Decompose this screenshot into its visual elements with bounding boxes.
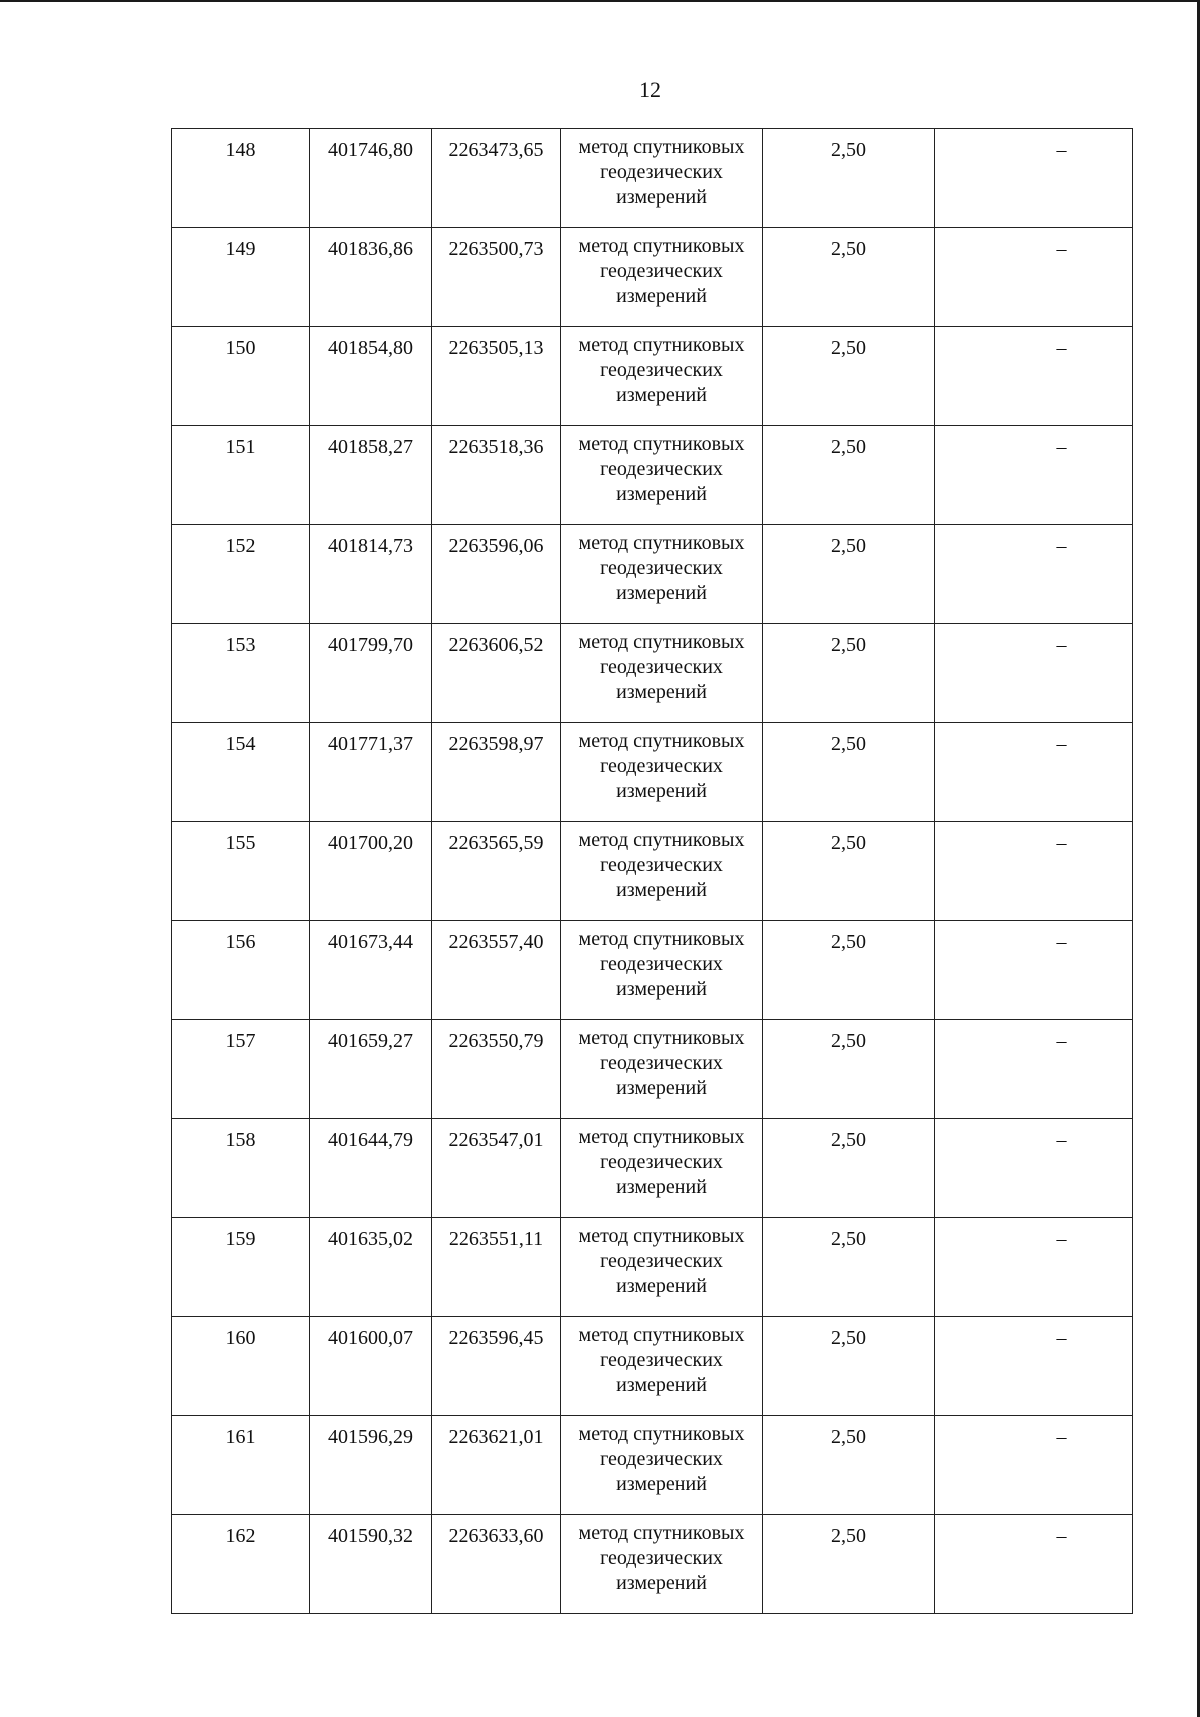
cell-method: метод спутниковых геодезических измерений xyxy=(561,1119,763,1218)
cell-accuracy: 2,50 xyxy=(763,228,935,327)
cell-method: метод спутниковых геодезических измерений xyxy=(561,624,763,723)
cell-point-number: 158 xyxy=(172,1119,310,1218)
table-row xyxy=(172,1020,1133,1119)
cell-x-coordinate: 401659,27 xyxy=(310,1020,432,1119)
cell-accuracy: 2,50 xyxy=(763,624,935,723)
cell-method: метод спутниковых геодезических измерений xyxy=(561,1416,763,1515)
table-row xyxy=(172,1317,1133,1416)
cell-x-coordinate: 401799,70 xyxy=(310,624,432,723)
cell-dash: – xyxy=(935,327,1133,426)
cell-accuracy: 2,50 xyxy=(763,1317,935,1416)
cell-x-coordinate: 401814,73 xyxy=(310,525,432,624)
cell-dash: – xyxy=(935,228,1133,327)
cell-y-coordinate: 2263565,59 xyxy=(432,822,561,921)
cell-point-number: 150 xyxy=(172,327,310,426)
cell-dash: – xyxy=(935,1416,1133,1515)
cell-dash: – xyxy=(935,624,1133,723)
cell-point-number: 154 xyxy=(172,723,310,822)
cell-y-coordinate: 2263606,52 xyxy=(432,624,561,723)
cell-y-coordinate: 2263621,01 xyxy=(432,1416,561,1515)
cell-method: метод спутниковых геодезических измерений xyxy=(561,822,763,921)
cell-x-coordinate: 401635,02 xyxy=(310,1218,432,1317)
cell-x-coordinate: 401644,79 xyxy=(310,1119,432,1218)
cell-method: метод спутниковых геодезических измерений xyxy=(561,228,763,327)
table-row xyxy=(172,822,1133,921)
cell-point-number: 157 xyxy=(172,1020,310,1119)
cell-dash: – xyxy=(935,921,1133,1020)
cell-point-number: 156 xyxy=(172,921,310,1020)
cell-y-coordinate: 2263598,97 xyxy=(432,723,561,822)
table-row xyxy=(172,624,1133,723)
table-row xyxy=(172,1119,1133,1218)
cell-x-coordinate: 401771,37 xyxy=(310,723,432,822)
cell-y-coordinate: 2263547,01 xyxy=(432,1119,561,1218)
cell-accuracy: 2,50 xyxy=(763,1515,935,1614)
cell-accuracy: 2,50 xyxy=(763,1020,935,1119)
cell-accuracy: 2,50 xyxy=(763,327,935,426)
cell-dash: – xyxy=(935,1317,1133,1416)
cell-accuracy: 2,50 xyxy=(763,1218,935,1317)
cell-point-number: 153 xyxy=(172,624,310,723)
table-row xyxy=(172,327,1133,426)
cell-method: метод спутниковых геодезических измерений xyxy=(561,1317,763,1416)
table-row xyxy=(172,1515,1133,1614)
cell-y-coordinate: 2263551,11 xyxy=(432,1218,561,1317)
cell-point-number: 152 xyxy=(172,525,310,624)
cell-method: метод спутниковых геодезических измерений xyxy=(561,426,763,525)
cell-dash: – xyxy=(935,1218,1133,1317)
cell-point-number: 149 xyxy=(172,228,310,327)
cell-accuracy: 2,50 xyxy=(763,129,935,228)
cell-x-coordinate: 401590,32 xyxy=(310,1515,432,1614)
cell-y-coordinate: 2263596,06 xyxy=(432,525,561,624)
cell-accuracy: 2,50 xyxy=(763,723,935,822)
table-row xyxy=(172,1416,1133,1515)
coordinates-table xyxy=(171,128,1133,1614)
cell-dash: – xyxy=(935,129,1133,228)
cell-x-coordinate: 401858,27 xyxy=(310,426,432,525)
cell-x-coordinate: 401854,80 xyxy=(310,327,432,426)
cell-y-coordinate: 2263633,60 xyxy=(432,1515,561,1614)
cell-method: метод спутниковых геодезических измерений xyxy=(561,921,763,1020)
cell-x-coordinate: 401600,07 xyxy=(310,1317,432,1416)
cell-y-coordinate: 2263550,79 xyxy=(432,1020,561,1119)
cell-x-coordinate: 401836,86 xyxy=(310,228,432,327)
cell-dash: – xyxy=(935,1020,1133,1119)
cell-accuracy: 2,50 xyxy=(763,525,935,624)
table-row xyxy=(172,228,1133,327)
cell-x-coordinate: 401596,29 xyxy=(310,1416,432,1515)
cell-method: метод спутниковых геодезических измерений xyxy=(561,723,763,822)
cell-accuracy: 2,50 xyxy=(763,921,935,1020)
cell-dash: – xyxy=(935,723,1133,822)
cell-y-coordinate: 2263518,36 xyxy=(432,426,561,525)
cell-accuracy: 2,50 xyxy=(763,822,935,921)
cell-accuracy: 2,50 xyxy=(763,426,935,525)
cell-point-number: 162 xyxy=(172,1515,310,1614)
scan-border-top xyxy=(0,0,1200,2)
cell-dash: – xyxy=(935,426,1133,525)
cell-x-coordinate: 401700,20 xyxy=(310,822,432,921)
cell-y-coordinate: 2263557,40 xyxy=(432,921,561,1020)
cell-method: метод спутниковых геодезических измерений xyxy=(561,129,763,228)
table-body xyxy=(172,129,1133,1614)
table-row xyxy=(172,723,1133,822)
cell-dash: – xyxy=(935,1515,1133,1614)
page-number: 12 xyxy=(639,77,661,102)
table-row xyxy=(172,1218,1133,1317)
table-row xyxy=(172,129,1133,228)
table-row xyxy=(172,525,1133,624)
cell-point-number: 151 xyxy=(172,426,310,525)
cell-y-coordinate: 2263473,65 xyxy=(432,129,561,228)
cell-method: метод спутниковых геодезических измерений xyxy=(561,327,763,426)
cell-method: метод спутниковых геодезических измерений xyxy=(561,525,763,624)
cell-method: метод спутниковых геодезических измерений xyxy=(561,1218,763,1317)
cell-dash: – xyxy=(935,822,1133,921)
cell-x-coordinate: 401746,80 xyxy=(310,129,432,228)
cell-y-coordinate: 2263500,73 xyxy=(432,228,561,327)
cell-accuracy: 2,50 xyxy=(763,1119,935,1218)
cell-point-number: 160 xyxy=(172,1317,310,1416)
cell-accuracy: 2,50 xyxy=(763,1416,935,1515)
table-row xyxy=(172,921,1133,1020)
cell-point-number: 159 xyxy=(172,1218,310,1317)
cell-point-number: 161 xyxy=(172,1416,310,1515)
cell-method: метод спутниковых геодезических измерений xyxy=(561,1020,763,1119)
cell-point-number: 148 xyxy=(172,129,310,228)
table-row xyxy=(172,426,1133,525)
cell-y-coordinate: 2263505,13 xyxy=(432,327,561,426)
cell-method: метод спутниковых геодезических измерений xyxy=(561,1515,763,1614)
cell-dash: – xyxy=(935,1119,1133,1218)
cell-dash: – xyxy=(935,525,1133,624)
cell-y-coordinate: 2263596,45 xyxy=(432,1317,561,1416)
cell-point-number: 155 xyxy=(172,822,310,921)
cell-x-coordinate: 401673,44 xyxy=(310,921,432,1020)
